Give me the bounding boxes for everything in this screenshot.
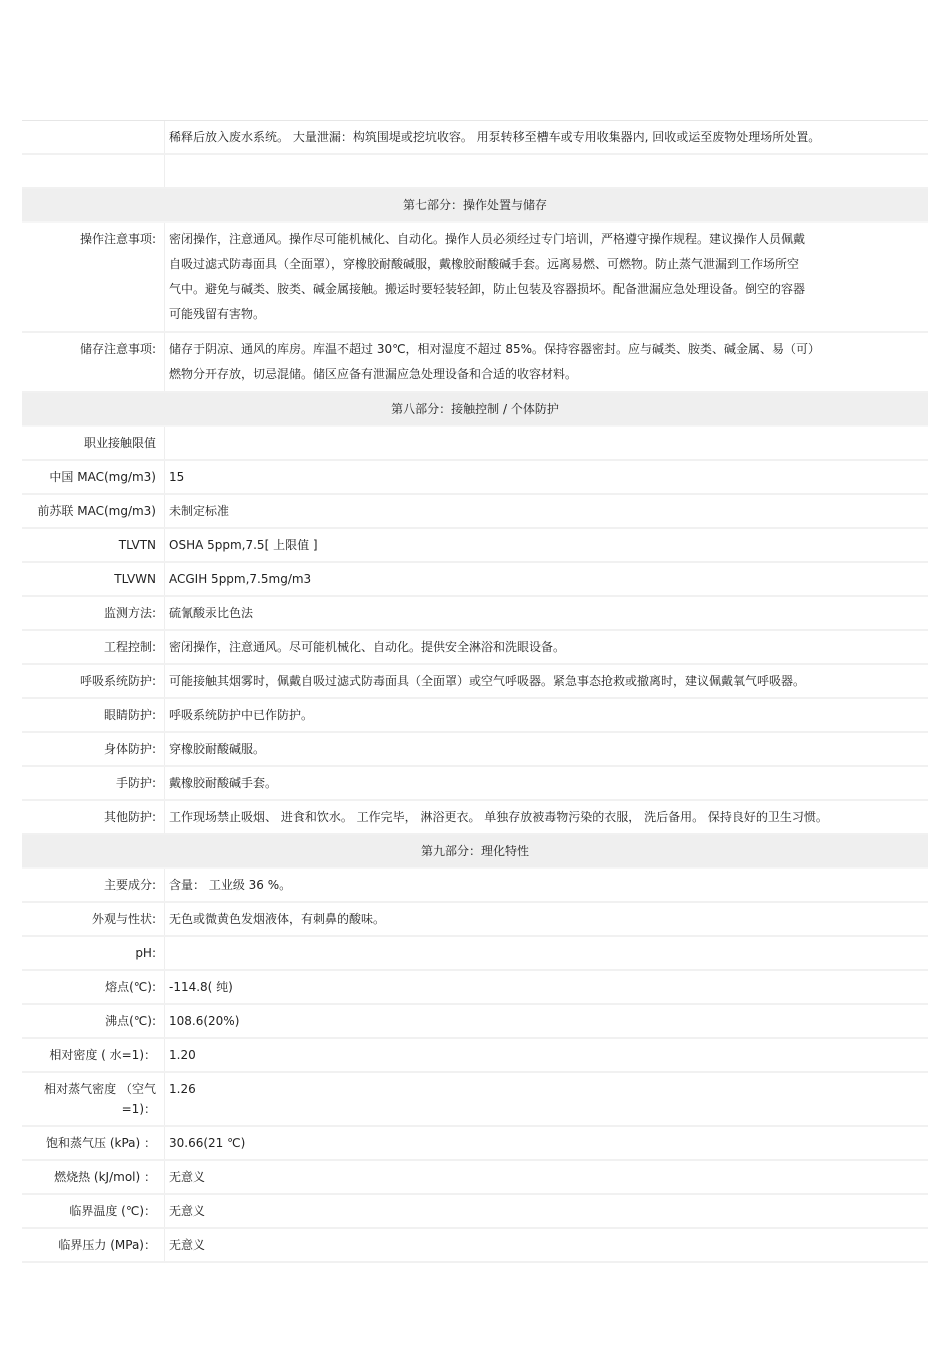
table-row — [22, 971, 928, 1005]
table-row — [22, 631, 928, 665]
table-row — [22, 1073, 928, 1127]
table-row — [22, 1039, 928, 1073]
table-row-handling — [22, 223, 928, 333]
row-value: 108.6(20%) — [169, 1014, 240, 1028]
row-value: 30.66(21 ℃) — [169, 1136, 246, 1150]
table-row — [22, 427, 928, 461]
row-label: TLVTN — [22, 529, 165, 561]
row-label: 身体防护: — [22, 733, 165, 765]
table-row — [22, 1127, 928, 1161]
table-row — [22, 699, 928, 733]
row-label: 沸点(℃): — [22, 1005, 165, 1037]
table-row — [22, 869, 928, 903]
table-row — [22, 1005, 928, 1039]
row-label: 临界温度 (℃)： — [22, 1195, 165, 1227]
row-value: 1.20 — [169, 1048, 196, 1062]
row-label — [22, 121, 165, 153]
row-label: pH: — [22, 937, 165, 969]
row-label: 临界压力 (MPa)： — [22, 1229, 165, 1261]
row-label: 呼吸系统防护: — [22, 665, 165, 697]
row-label: 外观与性状: — [22, 903, 165, 935]
spill-text: 稀释后放入废水系统。 大量泄漏：构筑围堤或挖坑收容。 用泵转移至槽车或专用收集器内, 回收或运至废物处理场所处置。 — [169, 130, 821, 144]
row-value: 呼吸系统防护中已作防护。 — [169, 708, 314, 722]
row-label: 相对蒸气密度 （空气 =1)： — [22, 1073, 165, 1125]
section-9-title: 第九部分：理化特性 — [22, 835, 928, 869]
table-row — [22, 597, 928, 631]
row-value: 无意义 — [169, 1238, 206, 1252]
row-label: 主要成分: — [22, 869, 165, 901]
row-label: 前苏联 MAC(mg/m3) — [22, 495, 165, 527]
row-label — [22, 155, 165, 187]
row-label: 饱和蒸气压 (kPa) ： — [22, 1127, 165, 1159]
row-value: OSHA 5ppm,7.5[ 上限值 ] — [169, 538, 318, 552]
row-label: 职业接触限值 — [22, 427, 165, 459]
storage-label: 储存注意事项: — [22, 333, 165, 391]
table-row-storage — [22, 333, 928, 393]
row-label: 熔点(℃): — [22, 971, 165, 1003]
row-label: 眼睛防护: — [22, 699, 165, 731]
row-value — [165, 155, 928, 187]
row-value — [165, 427, 928, 459]
section-8-title: 第八部分：接触控制 / 个体防护 — [22, 393, 928, 427]
row-label: 工程控制: — [22, 631, 165, 663]
row-value: 无色或微黄色发烟液体，有刺鼻的酸味。 — [169, 912, 386, 926]
table-row — [22, 1195, 928, 1229]
row-label: 中国 MAC(mg/m3) — [22, 461, 165, 493]
row-label: 燃烧热 (kJ/mol) ： — [22, 1161, 165, 1193]
handling-text: 密闭操作，注意通风。操作尽可能机械化、自动化。操作人员必须经过专门培训，严格遵守操作规程。建议操作人员佩戴 自吸过滤式防毒面具（全面罩），穿橡胶耐酸碱服，戴橡胶耐酸碱手套。远离易燃、可燃物。防止蒸气泄漏到工作场所空 气中。避免与碱类、胺类、碱金属接触。搬运时要轻装轻卸，防止包装及容器损坏。配备泄漏应急处理设备。倒空的容器 可能残留有害物。 — [169, 232, 806, 321]
row-value: 15 — [169, 470, 185, 484]
row-label: 手防护: — [22, 767, 165, 799]
row-value — [165, 937, 928, 969]
row-value: -114.8( 纯) — [169, 980, 233, 994]
row-label: 相对密度 ( 水=1)： — [22, 1039, 165, 1071]
row-label: 其他防护: — [22, 801, 165, 833]
table-row — [22, 665, 928, 699]
row-value: 硫氰酸汞比色法 — [169, 606, 254, 620]
row-value: ACGIH 5ppm,7.5mg/m3 — [169, 572, 312, 586]
table-row — [22, 1161, 928, 1195]
table-row — [22, 1229, 928, 1263]
table-row — [22, 461, 928, 495]
handling-label: 操作注意事项: — [22, 223, 165, 331]
msds-table — [22, 120, 928, 1263]
storage-text: 储存于阴凉、通风的库房。库温不超过 30℃，相对湿度不超过 85%。保持容器密封。应与碱类、胺类、碱金属、易（可） 燃物分开存放，切忌混储。储区应备有泄漏应急处理设备和合适的收容材料。 — [169, 342, 821, 381]
table-row — [22, 733, 928, 767]
table-row-spill — [22, 120, 928, 155]
table-row — [22, 529, 928, 563]
table-row — [22, 767, 928, 801]
row-value: 无意义 — [169, 1170, 206, 1184]
row-value: 戴橡胶耐酸碱手套。 — [169, 776, 278, 790]
row-value: 无意义 — [169, 1204, 206, 1218]
table-row-blank — [22, 155, 928, 189]
table-row — [22, 937, 928, 971]
row-value: 1.26 — [169, 1082, 196, 1096]
table-row — [22, 903, 928, 937]
table-row — [22, 495, 928, 529]
row-label: 监测方法: — [22, 597, 165, 629]
table-row — [22, 563, 928, 597]
row-value: 可能接触其烟雾时，佩戴自吸过滤式防毒面具（全面罩）或空气呼吸器。紧急事态抢救或撤离时，建议佩戴氧气呼吸器。 — [169, 674, 806, 688]
row-value: 工作现场禁止吸烟、 进食和饮水。 工作完毕， 淋浴更衣。 单独存放被毒物污染的衣服， 洗后备用。 保持良好的卫生习惯。 — [169, 810, 828, 824]
row-label: TLVWN — [22, 563, 165, 595]
row-value: 含量： 工业级 36 %。 — [169, 878, 292, 892]
row-value: 穿橡胶耐酸碱服。 — [169, 742, 266, 756]
section-7-title: 第七部分：操作处置与储存 — [22, 189, 928, 223]
row-value: 密闭操作，注意通风。尽可能机械化、自动化。提供安全淋浴和洗眼设备。 — [169, 640, 566, 654]
table-row — [22, 801, 928, 835]
row-value: 未制定标准 — [169, 504, 230, 518]
